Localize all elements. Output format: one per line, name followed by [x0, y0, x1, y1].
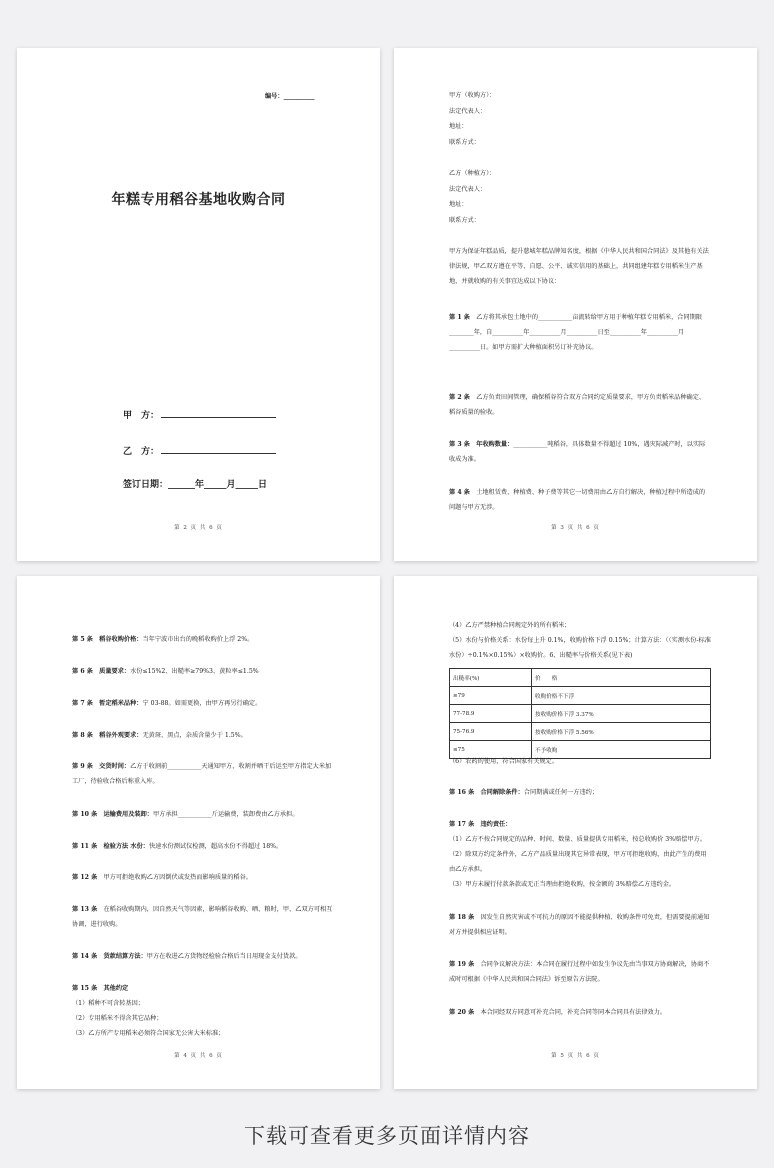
- article-6: 第 6 条 质量要求：水份≤15%2、出糙率≥79%3、黄粒率≤1.5%: [72, 668, 259, 675]
- clause-4: （4）乙方严禁种植合同规定外的所有稻米；: [449, 622, 571, 629]
- contract-cover-page: [17, 48, 380, 561]
- page-footer: 第 5 页 共 6 页: [551, 1053, 600, 1059]
- price-table: [449, 668, 711, 759]
- article-9: 第 9 条 交货时间：乙方于收割前___________天通知甲方，收割并晒干后运至甲方指定大米加工厂，待验收合格后称重入库。: [72, 763, 332, 785]
- article-11: 第 11 条 检验方法 水份：快速水份测试仪检测，超高水份不得超过 18%。: [72, 843, 283, 850]
- article-7: 第 7 条 暂定稻米品种：宁 03-88。如需更换，由甲方再另行确定。: [72, 700, 262, 707]
- article-3: 第 3 条 年收购数量：___________吨稻谷，具体数量不得超过 10%，遇灾际减产时，以实际收成为准。: [449, 441, 706, 463]
- article-4: 第 4 条 土地租赁费、种植费、种子费等其它一切费用由乙方自行解决，种植过程中所造成的问题与甲方无涉。: [449, 489, 706, 511]
- article-8: 第 8 条 稻谷外观要求：无黄斑、黑点，杂质含量少于 1.5%。: [72, 732, 247, 739]
- article-1: 第 1 条 乙方将其承包土地中的___________亩流转给甲方用于种植年糕专用稻米，合同期限________年，自__________年__________月__________日至__________年__________月__________日。如甲方需扩大种植面积另订补充协议。: [449, 314, 703, 351]
- party-a-signature-line: 甲 方：: [123, 408, 276, 421]
- table-row: ≥79 收购价格不下浮: [450, 687, 711, 705]
- page-footer: 第 2 页 共 6 页: [174, 525, 223, 531]
- contract-title: 年糕专用稻谷基地收购合同: [111, 192, 286, 208]
- contract-page-5: [394, 576, 757, 1089]
- article-5: 第 5 条 稻谷收购价格：当年宁波市出台的晚稻收购价上浮 2%。: [72, 636, 254, 643]
- clause-5: （5）水份与价格关系：水份每上升 0.1%，收购价格下浮 0.15%；计算方法：（（实测水份-标准水份）÷0.1%×0.15%）×收购价。6、出糙率与价格关系(见下表): [449, 637, 711, 659]
- table-row: 75-76.9 按收购价格下浮 5.56%: [450, 723, 711, 741]
- page-footer: 第 3 页 共 6 页: [551, 525, 600, 531]
- article-20: 第 20 条 本合同经双方同意可补充合同，补充合同等同本合同具有法律效力。: [449, 1009, 667, 1016]
- intro-paragraph: 甲方为保证年糕品质，提升慈城年糕品牌知名度，根据《中华人民共和国合同法》及其他有关法律法规，甲乙双方遵在平等、自愿、公平、诚实信用的基础上，共同组建年糕专用稻米生产基地，并就收购的有关事宜达成以下协议：: [449, 248, 709, 285]
- clause-6: （6）农药的使用，符合国家有关规定。: [449, 758, 559, 765]
- article-10: 第 10 条 运输费用及装卸：甲方承担___________斤运输费，装卸费由乙方承担。: [72, 811, 299, 818]
- party-info-b: 乙方（种植方）： 法定代表人： 地址： 联系方式：: [449, 170, 496, 224]
- contract-number-label: 编号：__________: [265, 93, 315, 100]
- table-row: 77-78.9 按收购价格下浮 3.37%: [450, 705, 711, 723]
- table-row: 出糙率(%) 价 格: [450, 669, 711, 687]
- article-19: 第 19 条 合同争议解决方法：本合同在履行过程中如发生争议先由当事双方协商解决，协商不成时可根据《中华人民共和国合同法》诉至原告方法院。: [449, 961, 710, 983]
- party-info-a: 甲方（收购方）： 法定代表人： 地址： 联系方式：: [449, 92, 496, 146]
- contract-page-4: [17, 576, 380, 1089]
- article-14: 第 14 条 货款结算方法：甲方在收进乙方货物经检验合格后当日用现金支付货款。: [72, 953, 302, 960]
- article-15-items: （1）稻种不可含转基因； （2）专用稻米不得含其它品种； （3）乙方所产专用稻米必须符合国家无公害大米标准；: [72, 1000, 225, 1037]
- article-13: 第 13 条 在稻谷收购期内，因自然天气等因素，影响稻谷收购、晒、粮时，甲、乙双方可相互协调，进行收购。: [72, 906, 333, 928]
- article-12: 第 12 条 甲方可拒绝收购乙方因倒伏或发热而影响质量的稻谷。: [72, 874, 252, 881]
- article-18: 第 18 条 因发生自然灾害或不可抗力的原因不能提供种植、收购条件可免责，但需要提前通知对方并提供相应证明。: [449, 914, 710, 936]
- article-16: 第 16 条 合同解除条件：合同期满或任何一方违约；: [449, 789, 599, 796]
- table-row: ≤75 不予收购: [450, 741, 711, 759]
- page-footer: 第 4 页 共 6 页: [174, 1053, 223, 1059]
- article-17: 第 17 条 违约责任： （1）乙方不按合同规定的品种、时间、数量、质量提供专用稻米，按总收购价 3%赔偿甲方。 （2）除双方约定条件外，乙方产品质量出现其它异常表现，甲方可拒绝收购，由此产生的费用由乙方承担。 （3）甲方未履行付款条款或无正当理由拒绝收购，按金额的 3%赔偿乙方违约金。: [449, 821, 707, 888]
- download-caption[interactable]: 下载可查看更多页面详情内容: [244, 1124, 530, 1148]
- article-15: 第 15 条 其他约定: [72, 985, 129, 992]
- article-2: 第 2 条 乙方负责田间管理，确保稻谷符合双方合同约定质量要求，甲方负责稻米品种确定、稻谷质量的验收。: [449, 394, 706, 416]
- sign-date-line: 签订日期：______年_____月_____日: [123, 480, 268, 490]
- party-b-signature-line: 乙 方：: [123, 444, 276, 457]
- contract-page-3: [394, 48, 757, 561]
